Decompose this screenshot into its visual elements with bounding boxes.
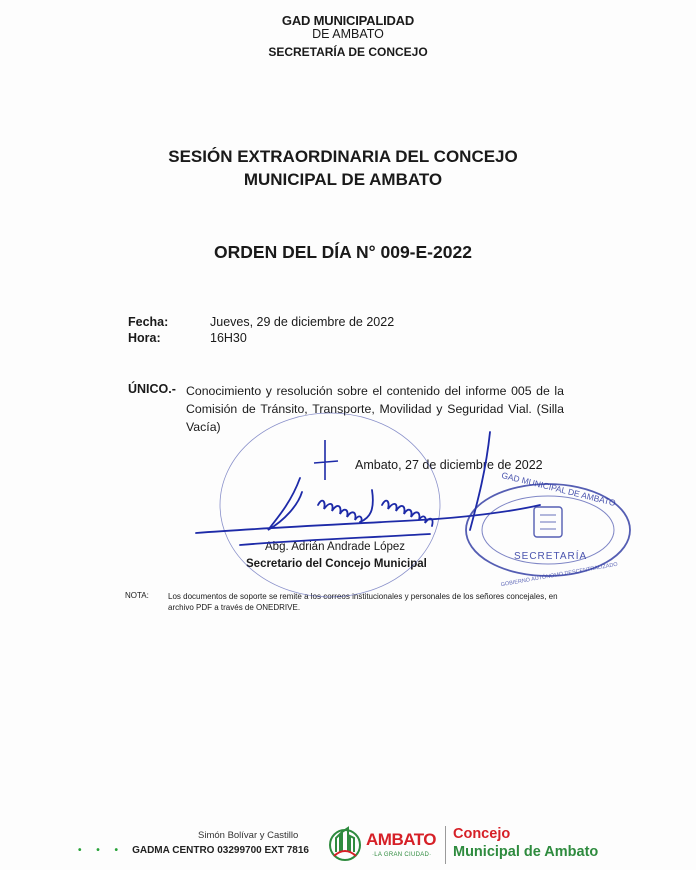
- council-line1: Concejo: [453, 826, 511, 842]
- session-title-line2: MUNICIPAL DE AMBATO: [243, 170, 443, 189]
- header-city: DE AMBATO: [312, 27, 384, 41]
- footer-dots: • • •: [78, 845, 125, 856]
- fecha-label: Fecha:: [128, 315, 169, 329]
- hora-label: Hora:: [128, 331, 161, 345]
- header-department: SECRETARÍA DE CONCEJO: [268, 45, 428, 59]
- brand-tagline: ·LA GRAN CIUDAD·: [372, 852, 432, 858]
- signature-cross: [314, 440, 338, 480]
- agenda-label: ÚNICO.-: [128, 382, 176, 396]
- fecha-value: Jueves, 29 de diciembre de 2022: [210, 315, 395, 329]
- agenda-text: Conocimiento y resolución sobre el contenido del informe 005 de la Comisión de Tránsito, Transporte, Movilidad y Seguridad Vial. (Silla Vacía): [186, 384, 564, 434]
- session-title-line1: SESIÓN EXTRAORDINARIA DEL CONCEJO: [168, 147, 518, 166]
- place-date: Ambato, 27 de diciembre de 2022: [355, 458, 543, 472]
- footer-contact: GADMA CENTRO 03299700 EXT 7816: [132, 845, 309, 856]
- signer-name: Abg. Adrián Andrade López: [265, 541, 406, 553]
- signer-title: Secretario del Concejo Municipal: [246, 558, 427, 570]
- note-label: NOTA:: [125, 591, 149, 600]
- stamp-center-text: SECRETARÍA: [514, 551, 588, 562]
- seal-circle: [220, 413, 440, 597]
- council-line2: Municipal de Ambato: [453, 844, 599, 860]
- footer-address: Simón Bolívar y Castillo: [198, 830, 299, 841]
- hora-value: 16H30: [210, 331, 247, 345]
- order-title: ORDEN DEL DÍA N° 009-E-2022: [214, 242, 472, 262]
- stamp-bottom-text: GOBIERNO AUTÓNOMO DESCENTRALIZADO: [500, 561, 619, 589]
- brand-divider: [445, 826, 446, 864]
- handwritten-signature: [196, 432, 540, 545]
- brand-ambato: AMBATO: [366, 830, 437, 849]
- note-text: Los documentos de soporte se remite a los correos institucionales y personales de los señores concejales, en archivo PDF a través de ONEDRIVE.: [168, 592, 558, 612]
- stamp-top-text: GAD MUNICIPAL DE AMBATO: [500, 469, 617, 509]
- header-institution: GAD MUNICIPALIDAD: [281, 13, 415, 28]
- ambato-logo-icon: [328, 824, 362, 864]
- footer-contact-line: [78, 845, 309, 856]
